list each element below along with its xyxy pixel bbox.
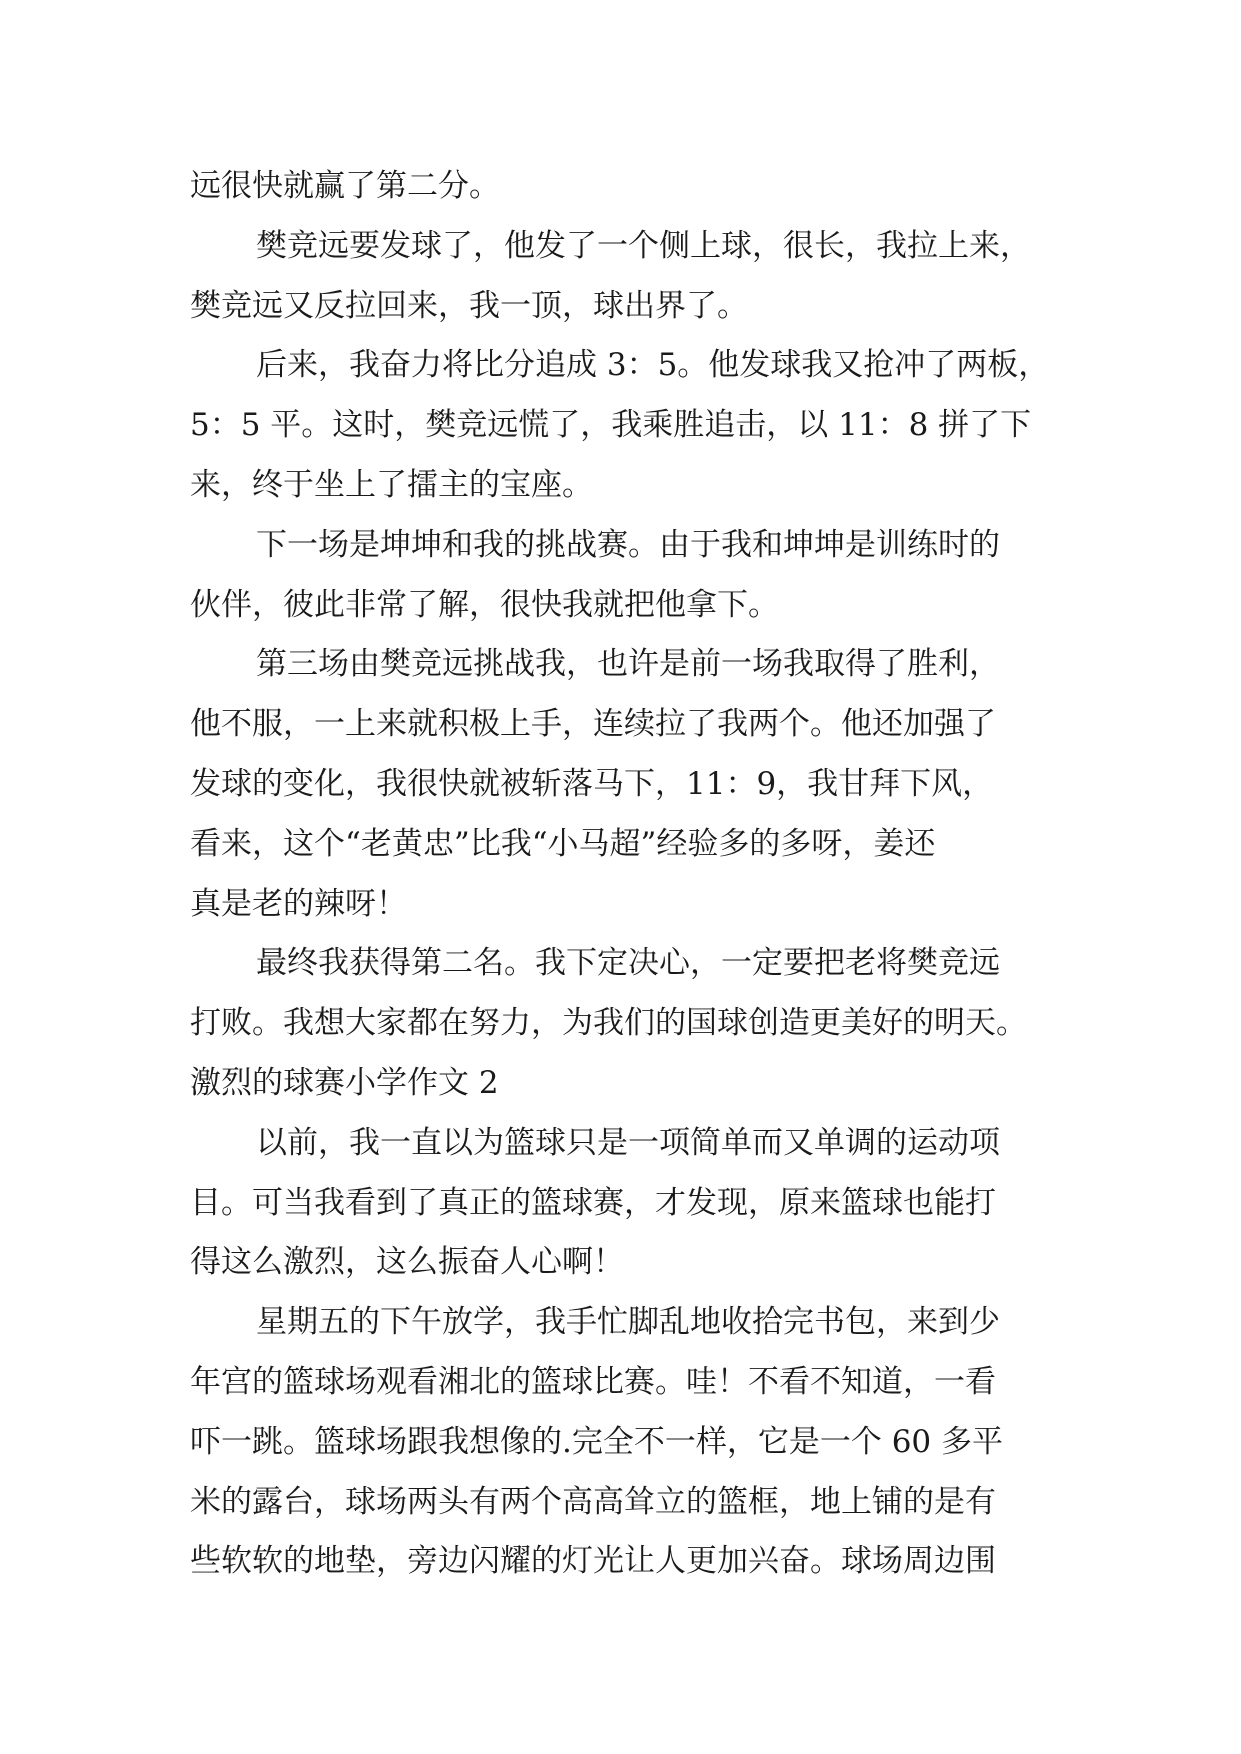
text-line: 后来，我奋力将比分追成 3：5。他发球我又抢冲了两板，	[256, 347, 1050, 384]
text-line: 5：5 平。这时，樊竞远慌了，我乘胜追击，以 11：8 拼了下	[190, 407, 1032, 444]
text-line: 樊竞远又反拉回来，我一顶，球出界了。	[190, 287, 748, 324]
text-line: 些软软的地垫，旁边闪耀的灯光让人更加兴奋。球场周边围	[190, 1543, 996, 1580]
text-line: 第三场由樊竞远挑战我，也许是前一场我取得了胜利，	[256, 646, 1000, 683]
text-line: 真是老的辣呀！	[190, 885, 407, 922]
text-line: 星期五的下午放学，我手忙脚乱地收拾完书包，来到少	[256, 1304, 1000, 1341]
text-line: 吓一跳。篮球场跟我想像的.完全不一样，它是一个 60 多平	[190, 1423, 1004, 1460]
text-line: 看来，这个“老黄忠”比我“小马超”经验多的多呀，姜还	[190, 825, 936, 862]
text-line: 最终我获得第二名。我下定决心，一定要把老将樊竞远	[256, 945, 1000, 982]
text-line: 激烈的球赛小学作文 2	[190, 1064, 499, 1101]
text-line: 远很快就赢了第二分。	[190, 168, 500, 204]
text-line: 得这么激烈，这么振奋人心啊！	[190, 1244, 624, 1281]
essay-body	[190, 157, 1050, 1592]
text-line: 米的露台，球场两头有两个高高耸立的篮框，地上铺的是有	[190, 1483, 996, 1520]
text-line: 发球的变化，我很快就被斩落马下，11：9，我甘拜下风，	[190, 765, 994, 802]
text-line: 目。可当我看到了真正的篮球赛，才发现，原来篮球也能打	[190, 1184, 996, 1221]
text-line: 下一场是坤坤和我的挑战赛。由于我和坤坤是训练时的	[256, 526, 1000, 563]
text-line: 他不服，一上来就积极上手，连续拉了我两个。他还加强了	[190, 706, 996, 743]
text-line: 以前，我一直以为篮球只是一项简单而又单调的运动项	[256, 1124, 1000, 1161]
text-line: 年宫的篮球场观看湘北的篮球比赛。哇！不看不知道，一看	[190, 1363, 996, 1400]
text-line: 打败。我想大家都在努力，为我们的国球创造更美好的明天。	[190, 1005, 1027, 1042]
text-line: 来，终于坐上了擂主的宝座。	[190, 466, 593, 503]
text-line: 樊竞远要发球了，他发了一个侧上球，很长，我拉上来，	[256, 227, 1031, 264]
text-line: 伙伴，彼此非常了解，很快我就把他拿下。	[190, 586, 779, 623]
